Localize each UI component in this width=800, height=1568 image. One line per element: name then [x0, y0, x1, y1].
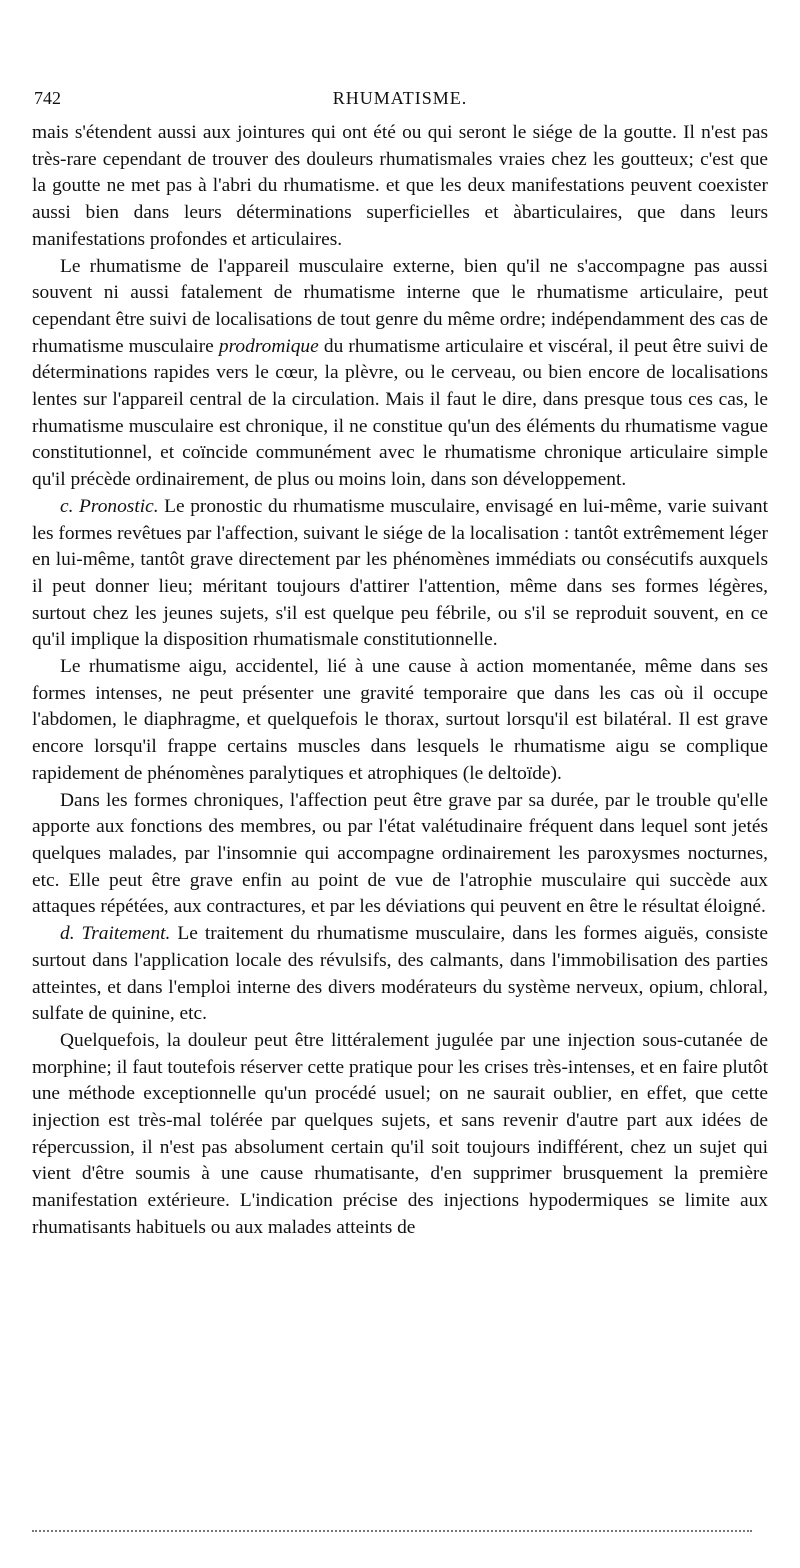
paragraph-text: Le traitement du rhumatisme musculaire, dans les formes aiguës, consiste surtout dans l'application locale des révulsifs, des calmants, dans l'immobilisation des parties atteintes, et dans l'emploi interne des divers modérateurs du système nerveux, opium, chloral, sulfate de quinine, etc.: [32, 923, 768, 1025]
paragraph-rhumatisme-aigu: [32, 654, 768, 788]
page-number: 742: [34, 88, 61, 108]
page-header: [32, 88, 768, 112]
section-heading-pronostic: c. Pronostic.: [60, 495, 159, 517]
paragraph-pronostic: [32, 494, 768, 654]
section-heading-traitement: d. Traitement.: [60, 923, 171, 945]
paragraph-appareil-musculaire: [32, 254, 768, 494]
paragraph-morphine: [32, 1028, 768, 1242]
paragraph-text: mais s'étendent aussi aux jointures qui ont été ou qui seront le siége de la goutte. Il n'est pas très-rare cependant de trouver des douleurs rhumatismales vraies chez les goutteux; c'est que la goutte ne met pas à l'abri du rhumatisme. et que les deux manifestations peuvent coexister aussi bien dans leurs déterminations superficielles et àbarticulaires, que dans leurs manifestations profondes et articulaires.: [32, 122, 768, 250]
paragraph-text-before: Le rhumatisme de l'appareil musculaire externe, bien qu'il ne s'accompagne pas aussi souvent ni aussi fatalement de rhumatisme interne que le rhumatisme articulaire, peut cependant être suivi de localisations de tout genre du même ordre; indépendamment des cas de rhumatisme musculaire: [32, 255, 768, 357]
paragraph-text-after: du rhumatisme articulaire et viscéral, il peut être suivi de déterminations rapides vers le cœur, la plèvre, ou le cerveau, ou bien encore de localisations lentes sur l'appareil central de la circulation. Mais il faut le dire, dans presque tous ces cas, le rhumatisme musculaire est chronique, il ne constitue qu'un des éléments du rhumatisme vague constitutionnel, et coïncide communément avec le rhumatisme chronique articulaire simple qu'il précède ordinairement, de plus ou moins loin, dans son développement.: [32, 335, 768, 491]
emphasis-prodromique: prodromique: [218, 335, 319, 357]
footer-rule: [32, 1530, 752, 1532]
body-text: [32, 120, 768, 1242]
paragraph-traitement: [32, 921, 768, 1028]
paragraph-text: Le pronostic du rhumatisme musculaire, envisagé en lui-même, varie suivant les formes revêtues par l'affection, suivant le siége de la localisation : tantôt extrêmement léger en lui-même, tantôt grave directement par les phénomènes immédiats ou consécutifs auxquels il peut donner lieu; méritant toujours d'attirer l'attention, même dans ses formes légères, surtout chez les jeunes sujets, s'il est quelque peu fébrile, ou s'il se reproduit souvent, en ce qu'il implique la disposition rhumatismale constitutionnelle.: [32, 495, 768, 651]
paragraph-text: Quelquefois, la douleur peut être littéralement jugulée par une injection sous-cutanée de morphine; il faut toutefois réserver cette pratique pour les crises très-intenses, et en faire plutôt une méthode exceptionnelle qu'un procédé usuel; on ne saurait oublier, en effet, que cette injection est très-mal tolérée par quelques sujets, et sans revenir d'autre part aux idées de répercussion, il n'est pas absolument certain qu'il soit toujours indifférent, chez un sujet qui vient d'être soumis à une cause rhumatisante, d'en supprimer brusquement la première manifestation extérieure. L'indication précise des injections hypodermiques se limite aux rhumatisants habituels ou aux malades atteints de: [32, 1029, 768, 1238]
paragraph-formes-chroniques: [32, 788, 768, 922]
running-title: RHUMATISME.: [332, 88, 468, 108]
book-page: [32, 0, 768, 1568]
paragraph-text: Le rhumatisme aigu, accidentel, lié à une cause à action momentanée, même dans ses formes intenses, ne peut présenter une gravité temporaire que dans les cas où il occupe l'abdomen, le diaphragme, et quelquefois le thorax, surtout lorsqu'il est bilatéral. Il est grave encore lorsqu'il frappe certains muscles dans lesquels le rhumatisme aigu se complique rapidement de phénomènes paralytiques et atrophiques (le deltoïde).: [32, 656, 768, 784]
paragraph-goutte: [32, 120, 768, 254]
paragraph-text: Dans les formes chroniques, l'affection peut être grave par sa durée, par le trouble qu'elle apporte aux fonctions des membres, ou par l'état valétudinaire fréquent dans lequel sont jetés quelques malades, par l'insomnie qui accompagne ordinairement les paroxysmes nocturnes, etc. Elle peut être grave enfin au point de vue de l'atrophie musculaire qui succède aux attaques répétées, aux contractures, et par les déviations qui peuvent en être le résultat éloigné.: [32, 789, 768, 918]
